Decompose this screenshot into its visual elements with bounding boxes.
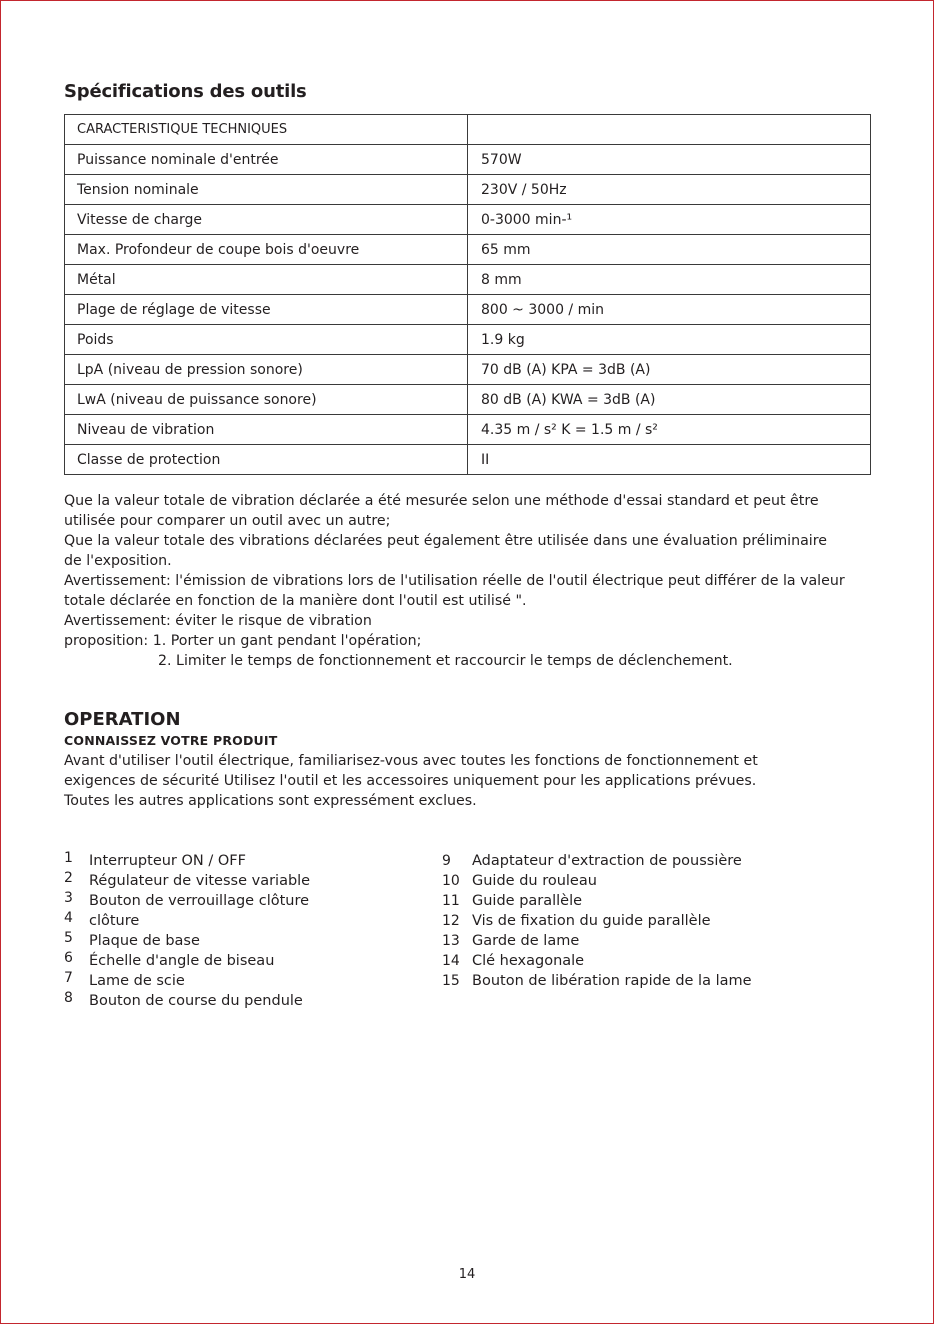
part-number: 2 [64, 870, 73, 886]
part-label: Adaptateur d'extraction de poussière [472, 853, 742, 869]
part-label: Lame de scie [89, 973, 185, 989]
spec-value: II [468, 445, 871, 475]
spec-value: 570W [468, 145, 871, 175]
intro-line: Toutes les autres applications sont expressément exclues. [64, 793, 477, 809]
note-line: de l'exposition. [64, 553, 172, 569]
part-number: 10 [442, 873, 460, 889]
spec-label: Plage de réglage de vitesse [65, 295, 468, 325]
part-number: 15 [442, 973, 460, 989]
operation-intro [64, 751, 874, 811]
note-line: Avertissement: éviter le risque de vibration [64, 613, 372, 629]
spec-title: Spécifications des outils [64, 81, 307, 102]
spec-table [64, 114, 871, 475]
spec-value: 80 dB (A) KWA = 3dB (A) [468, 385, 871, 415]
part-number: 14 [442, 953, 460, 969]
note-line: utilisée pour comparer un outil avec un autre; [64, 513, 391, 529]
intro-line: exigences de sécurité Utilisez l'outil et les accessoires uniquement pour les applications prévues. [64, 773, 757, 789]
table-row [65, 205, 871, 235]
part-number: 3 [64, 890, 73, 906]
part-label: Régulateur de vitesse variable [89, 873, 311, 889]
table-row [65, 355, 871, 385]
vibration-notes [64, 491, 874, 671]
table-row [65, 325, 871, 355]
operation-title: OPERATION [64, 709, 181, 730]
spec-label: CARACTERISTIQUE TECHNIQUES [65, 115, 468, 145]
part-number: 12 [442, 913, 460, 929]
part-number: 9 [442, 853, 451, 869]
page-number: 14 [458, 1267, 476, 1282]
part-label: Guide du rouleau [472, 873, 597, 889]
part-number: 1 [64, 850, 73, 866]
spec-value: 1.9 kg [468, 325, 871, 355]
part-label: Guide parallèle [472, 893, 583, 909]
table-row [65, 115, 871, 145]
part-number: 11 [442, 893, 460, 909]
spec-label: Métal [65, 265, 468, 295]
part-number: 6 [64, 950, 73, 966]
intro-line: Avant d'utiliser l'outil électrique, familiarisez-vous avec toutes les fonctions de fonctionnement et [64, 753, 758, 769]
note-line: totale déclarée en fonction de la manière dont l'outil est utilisé ". [64, 593, 527, 609]
part-number: 7 [64, 970, 73, 986]
part-label: Vis de fixation du guide parallèle [472, 913, 711, 929]
part-label: Garde de lame [472, 933, 580, 949]
part-label: Clé hexagonale [472, 953, 585, 969]
spec-label: Classe de protection [65, 445, 468, 475]
part-label: Bouton de verrouillage clôture [89, 893, 310, 909]
part-label: Bouton de libération rapide de la lame [472, 973, 752, 989]
spec-value: 70 dB (A) KPA = 3dB (A) [468, 355, 871, 385]
spec-value: 4.35 m / s² K = 1.5 m / s² [468, 415, 871, 445]
table-row [65, 235, 871, 265]
spec-label: Puissance nominale d'entrée [65, 145, 468, 175]
part-label: Bouton de course du pendule [89, 993, 303, 1009]
spec-label: Niveau de vibration [65, 415, 468, 445]
spec-value: 800 ~ 3000 / min [468, 295, 871, 325]
spec-value: 230V / 50Hz [468, 175, 871, 205]
table-row [65, 265, 871, 295]
note-line: Que la valeur totale de vibration déclarée a été mesurée selon une méthode d'essai standard et peut être [64, 493, 819, 509]
spec-label: LpA (niveau de pression sonore) [65, 355, 468, 385]
spec-label: Max. Profondeur de coupe bois d'oeuvre [65, 235, 468, 265]
spec-value [468, 115, 871, 145]
spec-value: 8 mm [468, 265, 871, 295]
part-number: 13 [442, 933, 460, 949]
spec-value: 65 mm [468, 235, 871, 265]
note-line: Que la valeur totale des vibrations déclarées peut également être utilisée dans une évaluation préliminaire [64, 533, 827, 549]
note-line: proposition: 1. Porter un gant pendant l'opération; [64, 633, 422, 649]
part-label: Interrupteur ON / OFF [89, 853, 246, 869]
table-row [65, 295, 871, 325]
part-label: clôture [89, 913, 140, 929]
part-label: Plaque de base [89, 933, 200, 949]
table-row [65, 175, 871, 205]
spec-label: Poids [65, 325, 468, 355]
table-row [65, 385, 871, 415]
table-row [65, 445, 871, 475]
part-number: 4 [64, 910, 73, 926]
spec-label: Tension nominale [65, 175, 468, 205]
part-number: 8 [64, 990, 73, 1006]
table-row [65, 415, 871, 445]
part-label: Échelle d'angle de biseau [89, 953, 275, 969]
spec-label: LwA (niveau de puissance sonore) [65, 385, 468, 415]
part-number: 5 [64, 930, 73, 946]
table-row [65, 145, 871, 175]
spec-label: Vitesse de charge [65, 205, 468, 235]
note-line: 2. Limiter le temps de fonctionnement et raccourcir le temps de déclenchement. [158, 653, 733, 669]
operation-subtitle: CONNAISSEZ VOTRE PRODUIT [64, 733, 278, 748]
note-line: Avertissement: l'émission de vibrations lors de l'utilisation réelle de l'outil électrique peut différer de la valeur [64, 573, 845, 589]
spec-value: 0-3000 min-¹ [468, 205, 871, 235]
